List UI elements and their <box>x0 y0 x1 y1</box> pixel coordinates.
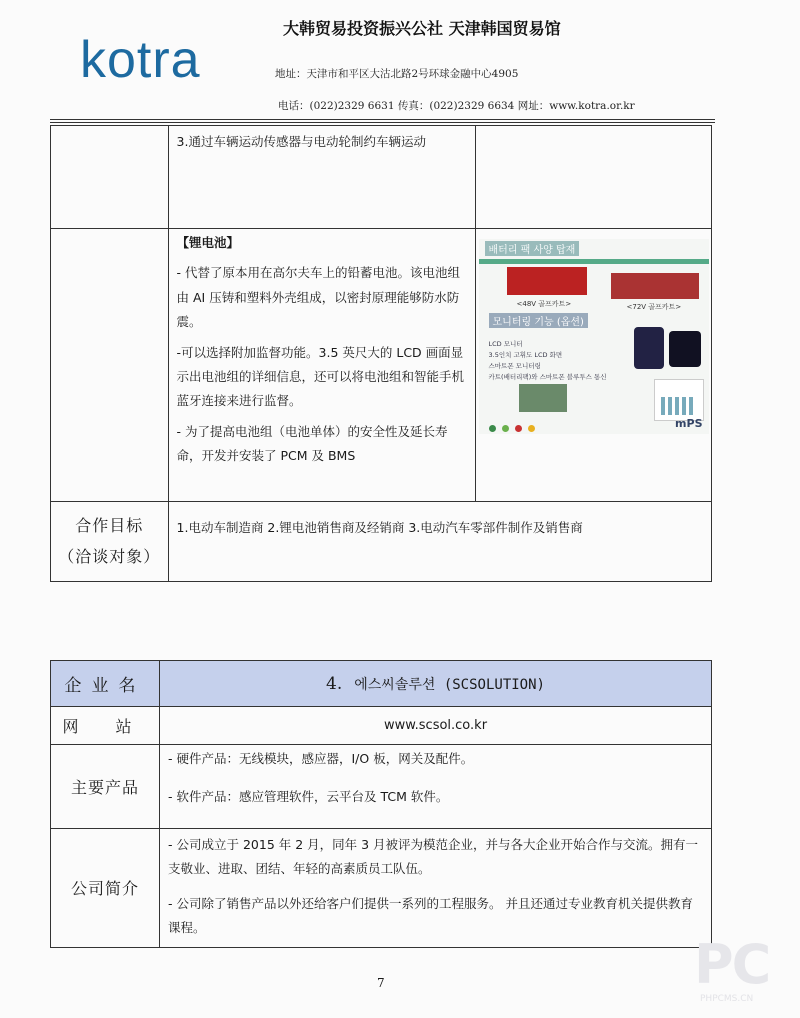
header-title: 大韩贸易投资振兴公社 天津韩国贸易馆 <box>283 19 561 38</box>
battery-paragraph-3: - 为了提高电池组（电池单体）的安全性及延长寿命，开发并安装了 PCM 及 BMS <box>176 423 448 463</box>
image-title: 배터리 팩 사양 탑재 <box>485 241 580 256</box>
intro-paragraph-1: - 公司成立于 2015 年 2 月，同年 3 月被评为模范企业，并与各大企业开始合作与交流。拥有一支敬业、进取、团结、年轻的高素质员工队伍。 <box>168 837 699 877</box>
intro-label: 公司简介 <box>70 879 139 899</box>
cart-photo <box>519 384 567 412</box>
products-label-cell <box>51 745 160 829</box>
company-label: 企业名 <box>64 676 146 696</box>
company-label-cell <box>51 661 160 707</box>
battery-paragraph-2: -可以选择附加监督功能。3.5 英尺大的 LCD 画面显示出电池组的详细信息，还可以将电池组和智能手机蓝牙连接来进行监督。 <box>176 344 465 409</box>
website-cell <box>160 707 712 745</box>
dot-4 <box>528 425 535 432</box>
products-cell <box>160 745 712 829</box>
products-label: 主要产品 <box>70 778 139 797</box>
label-48v: <48V 골프카트> <box>516 300 572 308</box>
motion-sensor-text: 3.通过车辆运动传感器与电动轮制约车辆运动 <box>176 134 426 149</box>
battery-pack-image <box>479 239 709 434</box>
empty-label-cell-2 <box>51 229 169 502</box>
image-bullets <box>489 339 629 383</box>
product-hardware: - 硬件产品：无线模块，感应器，I/O 板，网关及配件。 <box>168 751 474 766</box>
image-strip <box>479 259 709 264</box>
lcd-monitor-image <box>634 327 664 369</box>
motion-sensor-cell <box>168 126 475 229</box>
watermark-logo: PC <box>694 933 770 996</box>
page-number: 7 <box>377 976 385 990</box>
partner-text: 1.电动车制造商 2.锂电池销售商及经销商 3.电动汽车零部件制作及销售商 <box>176 520 583 535</box>
dot-3 <box>515 425 522 432</box>
smartphone-image <box>669 331 701 367</box>
color-dots <box>489 417 579 427</box>
chart-bars <box>661 397 695 415</box>
image-bullet-4: 카트(배터리팩)와 스마트폰 블루투스 통신 <box>488 373 607 382</box>
partner-sublabel: （洽谈对象） <box>58 546 161 566</box>
company-name-cell <box>160 661 712 707</box>
watermark-text: PHPCMS.CN <box>700 994 754 1004</box>
empty-image-cell <box>476 126 712 229</box>
dot-2 <box>502 425 509 432</box>
intro-cell <box>160 829 712 948</box>
battery-image-cell <box>476 229 712 502</box>
label-72v: <72V 골프카트> <box>626 303 682 311</box>
website-link[interactable]: www.scsol.co.kr <box>383 718 488 733</box>
website-label-cell <box>51 707 160 745</box>
empty-label-cell <box>51 126 169 229</box>
website-label: 网 站 <box>62 717 148 736</box>
golf-cart-72v-image <box>611 273 699 299</box>
battery-heading: 【锂电池】 <box>176 235 240 250</box>
dot-1 <box>489 425 496 432</box>
product-table <box>50 125 712 582</box>
company-name: 에스씨솔루션 (SCSOLUTION) <box>354 676 545 693</box>
image-bullet-1: LCD 모니터 <box>488 340 523 348</box>
partner-label-cell <box>51 502 169 582</box>
golf-cart-48v-image <box>507 267 587 295</box>
partner-label: 合作目标 <box>75 516 144 536</box>
image-bullet-2: 3.5인치 고휘도 LCD 화면 <box>488 351 563 360</box>
partner-cell <box>168 502 711 582</box>
header-address: 地址：天津市和平区大沽北路2号环球金融中心4905 <box>275 68 519 80</box>
header-divider <box>50 119 715 120</box>
mps-brand-logo: mPS <box>675 417 703 430</box>
intro-label-cell <box>51 829 160 948</box>
header-contact: 电话：(022)2329 6631 传真：(022)2329 6634 网址：www.kotra.or.kr <box>278 100 635 112</box>
product-software: - 软件产品：感应管理软件，云平台及 TCM 软件。 <box>168 789 449 805</box>
image-bullet-3: 스마트폰 모니터링 <box>488 362 541 371</box>
battery-paragraph-1: - 代替了原本用在高尔夫车上的铅蓄电池。该电池组由 AI 压铸和塑料外壳组成，以密封原理能够防水防震。 <box>176 265 461 330</box>
company-number: 4. <box>326 673 343 694</box>
image-subtitle: 모니터링 기능 (옵션) <box>489 313 588 328</box>
company-table <box>50 660 712 948</box>
intro-paragraph-2: - 公司除了销售产品以外还给客户们提供一系列的工程服务。 并且还通过专业教育机关提供教育课程。 <box>168 895 693 936</box>
kotra-logo: kotra <box>80 31 201 89</box>
header-divider-2 <box>50 122 715 123</box>
battery-cell <box>168 229 475 502</box>
